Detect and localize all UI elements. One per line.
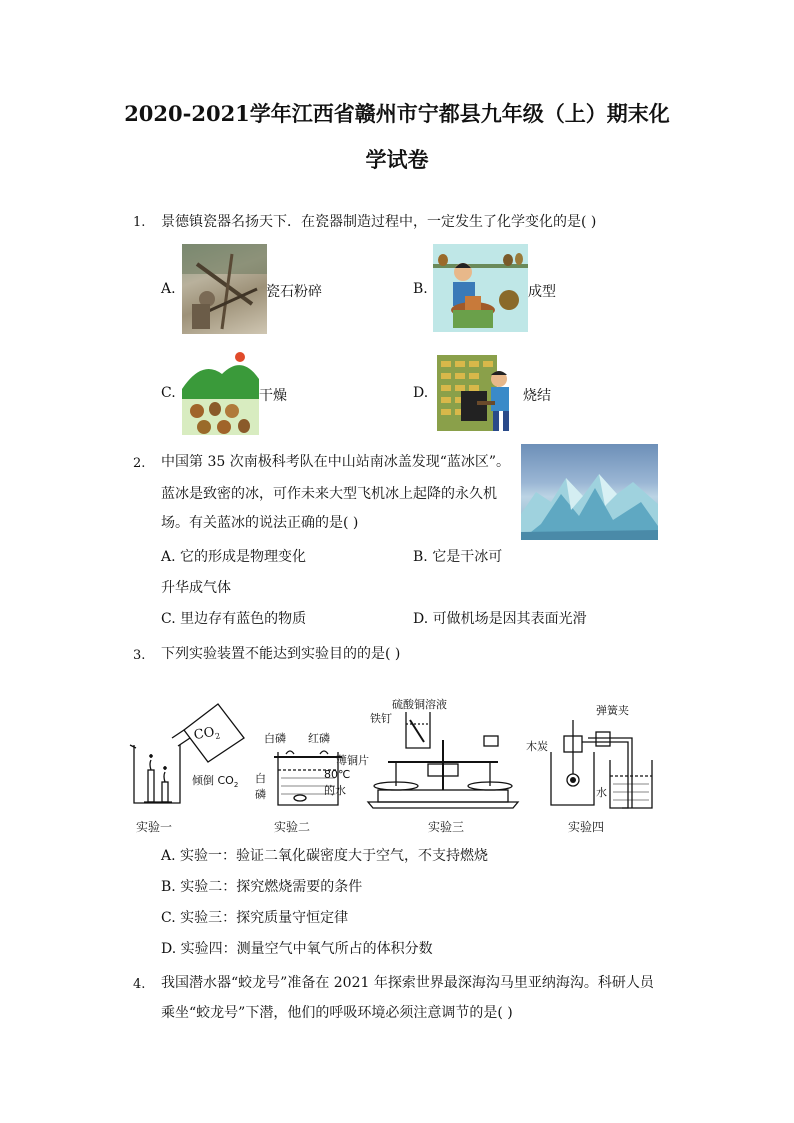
q2-option-a: A. 它的形成是物理变化 bbox=[161, 549, 307, 565]
q2-blue-ice-image bbox=[521, 444, 658, 540]
q3-white-phosphorus-2a: 白 bbox=[255, 772, 266, 785]
q3-copper-sheet-label: 薄铜片 bbox=[336, 754, 369, 767]
q3-co2-label: $CO_2$ bbox=[192, 724, 221, 744]
q3-temperature-label: 80℃ bbox=[324, 768, 351, 781]
q1-option-b-letter: B. bbox=[413, 281, 428, 297]
q1-option-a-image bbox=[182, 244, 267, 334]
q1-option-c-label: 干燥 bbox=[259, 388, 287, 404]
q2-option-c: C. 里边存有蓝色的物质 bbox=[161, 611, 307, 627]
q3-caption-exp2: 实验二 bbox=[274, 820, 311, 834]
question-2-number: 2. bbox=[133, 456, 146, 471]
q3-caption-exp3: 实验三 bbox=[428, 820, 465, 834]
q3-hot-water-label: 的水 bbox=[324, 784, 346, 797]
question-3-number: 3. bbox=[133, 648, 146, 663]
question-2-line-1: 中国第 35 次南极科考队在中山站南冰盖发现“蓝冰区”。 bbox=[161, 454, 511, 470]
question-2-line-3: 场。有关蓝冰的说法正确的是( ) bbox=[161, 515, 359, 531]
question-4-line-2: 乘坐“蛟龙号”下潜，他们的呼吸环境必须注意调节的是( ) bbox=[161, 1005, 513, 1021]
q1-option-b-label: 成型 bbox=[528, 284, 556, 300]
question-3-text: 下列实验装置不能达到实验目的的是( ) bbox=[161, 646, 401, 662]
q1-option-b-image bbox=[433, 244, 528, 332]
q3-copper-sulfate-label: 硫酸铜溶液 bbox=[392, 698, 447, 711]
q3-charcoal-label: 木炭 bbox=[526, 740, 548, 753]
q3-option-b: B. 实验二：探究燃烧需要的条件 bbox=[161, 879, 363, 895]
q3-caption-exp4: 实验四 bbox=[568, 820, 605, 834]
q2-option-b: B. 它是干冰可 bbox=[413, 549, 503, 565]
question-2-line-2: 蓝冰是致密的冰，可作未来大型飞机冰上起降的永久机 bbox=[161, 486, 497, 502]
q3-red-phosphorus-label: 红磷 bbox=[308, 732, 330, 745]
q3-pour-co2-label: 倾倒 $CO_2$ bbox=[192, 774, 239, 790]
page-title-line2: 学试卷 bbox=[365, 147, 429, 172]
q2-option-d: D. 可做机场是因其表面光滑 bbox=[413, 611, 587, 627]
q3-experiment-figure bbox=[128, 690, 668, 840]
q3-option-c: C. 实验三：探究质量守恒定律 bbox=[161, 910, 349, 926]
question-4-number: 4. bbox=[133, 977, 146, 992]
q1-option-d-label: 烧结 bbox=[523, 388, 551, 404]
question-1-text: 景德镇瓷器名扬天下．在瓷器制造过程中，一定发生了化学变化的是( ) bbox=[161, 214, 597, 230]
q3-caption-exp1: 实验一 bbox=[136, 820, 173, 834]
q3-option-d: D. 实验四：测量空气中氧气所占的体积分数 bbox=[161, 941, 433, 957]
q3-iron-nail-label: 铁钉 bbox=[370, 712, 392, 725]
q1-option-c-image bbox=[182, 349, 259, 435]
q3-option-a: A. 实验一：验证二氧化碳密度大于空气，不支持燃烧 bbox=[161, 848, 489, 864]
q1-option-d-letter: D. bbox=[413, 385, 429, 401]
question-4-line-1: 我国潜水器“蛟龙号”准备在 2021 年探索世界最深海沟马里亚纳海沟。科研人员 bbox=[161, 975, 654, 991]
q1-option-c-letter: C. bbox=[161, 385, 176, 401]
q3-white-phosphorus-2b: 磷 bbox=[255, 788, 266, 801]
q1-option-d-image bbox=[433, 351, 523, 435]
q1-option-a-letter: A. bbox=[161, 281, 176, 297]
q1-option-a-label: 瓷石粉碎 bbox=[266, 284, 322, 300]
question-1-number: 1. bbox=[133, 215, 146, 230]
q2-option-b-cont: 升华成气体 bbox=[161, 580, 231, 596]
q3-water-label: 水 bbox=[596, 786, 607, 799]
q3-white-phosphorus-label: 白磷 bbox=[264, 732, 286, 745]
page-title-line1: 2020-2021学年江西省赣州市宁都县九年级（上）期末化 bbox=[124, 101, 670, 126]
q3-spring-clip-label: 弹簧夹 bbox=[596, 704, 629, 717]
